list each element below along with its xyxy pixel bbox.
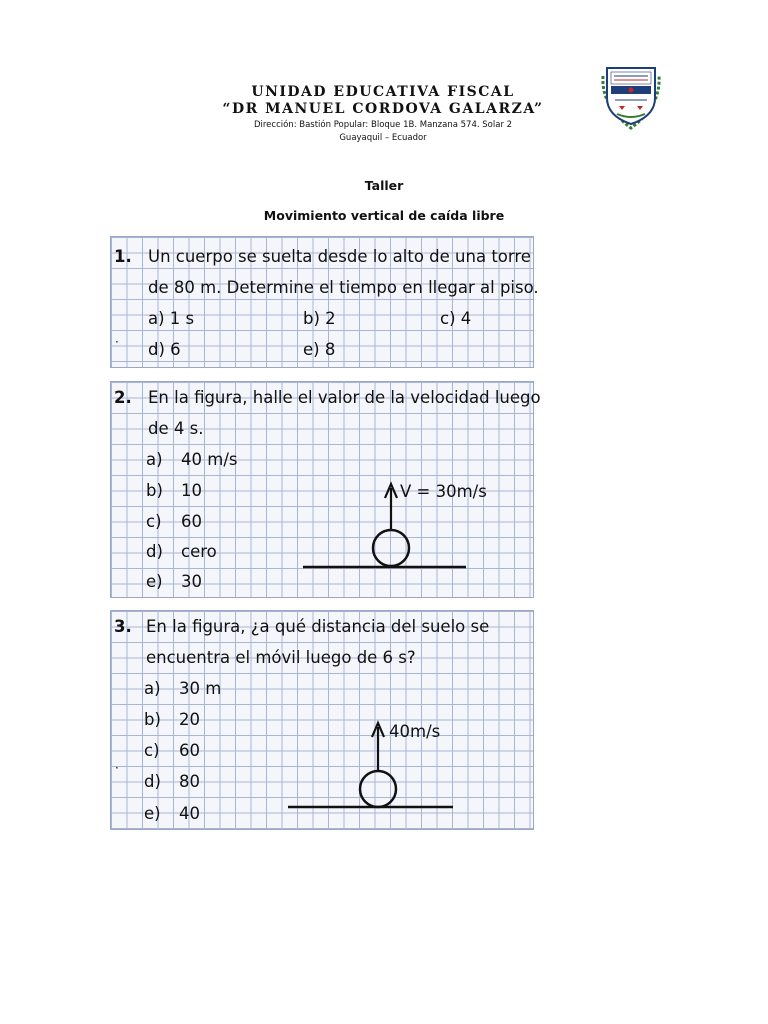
- problem-3-line2: encuentra el móvil luego de 6 s?: [146, 648, 416, 667]
- problem-3-option-a-letter: a): [144, 679, 161, 698]
- problem-3-option-e-value: 40: [179, 804, 200, 823]
- problem-2-option-a-value: 40 m/s: [181, 450, 238, 469]
- problem-1-option-c: c) 4: [440, 309, 472, 328]
- problem-2-option-d-value: cero: [181, 542, 217, 561]
- problem-1-panel: [110, 236, 539, 368]
- ball-circle: [373, 530, 409, 566]
- ball-circle: [360, 771, 396, 807]
- problem-3-panel: [110, 610, 534, 830]
- problem-3-option-c-value: 60: [179, 741, 200, 760]
- problem-3-number: 3.: [114, 617, 132, 636]
- problem-3-option-e-letter: e): [144, 804, 161, 823]
- problem-3-option-d-value: 80: [179, 772, 200, 791]
- problem-2-panel: [110, 381, 541, 598]
- problem-2-option-c-value: 60: [181, 512, 202, 531]
- problem-2-line2: de 4 s.: [148, 419, 204, 438]
- page-title: Taller: [364, 178, 404, 193]
- problem-3-line1: En la figura, ¿a qué distancia del suelo se: [146, 617, 490, 636]
- problem-1-number: 1.: [114, 247, 132, 266]
- school-name-line1: UNIDAD EDUCATIVA FISCAL: [251, 84, 515, 100]
- problem-2-option-a-letter: a): [146, 450, 163, 469]
- stray-dot: ·: [115, 335, 119, 349]
- problem-3-option-c-letter: c): [144, 741, 160, 760]
- problem-1-option-b: b) 2: [303, 309, 336, 328]
- problem-3-option-b-value: 20: [179, 710, 200, 729]
- problem-2-option-d-letter: d): [146, 542, 163, 561]
- problem-1-option-d: d) 6: [148, 340, 181, 359]
- page-subtitle: Movimiento vertical de caída libre: [263, 208, 505, 223]
- problem-3-option-a-value: 30 m: [179, 679, 222, 698]
- problem-2-velocity-label: V = 30m/s: [400, 482, 487, 501]
- address-line2: Guayaquil – Ecuador: [339, 133, 427, 143]
- problem-1-line2: de 80 m. Determine el tiempo en llegar al piso.: [148, 278, 539, 297]
- problem-2-line1: En la figura, halle el valor de la velocidad luego: [148, 388, 541, 407]
- problem-2-option-b-value: 10: [181, 481, 202, 500]
- address-line1: Dirección: Bastión Popular: Bloque 1B. Manzana 574. Solar 2: [253, 120, 513, 130]
- school-name-line2: “DR MANUEL CORDOVA GALARZA”: [222, 101, 544, 117]
- problem-2-number: 2.: [114, 388, 132, 407]
- problem-1-option-a: a) 1 s: [148, 309, 195, 328]
- problem-2-option-e-letter: e): [146, 572, 163, 591]
- problem-2-option-e-value: 30: [181, 572, 202, 591]
- problem-3-option-d-letter: d): [144, 772, 161, 791]
- school-crest-icon: [595, 60, 667, 132]
- problem-2-option-c-letter: c): [146, 512, 162, 531]
- problem-3-velocity-label: 40m/s: [389, 722, 441, 741]
- stray-dot: ·: [115, 761, 119, 775]
- problem-3-figure: [111, 611, 533, 829]
- problem-2-option-b-letter: b): [146, 481, 163, 500]
- problem-1-line1: Un cuerpo se suelta desde lo alto de una torre: [148, 247, 531, 266]
- school-header: [180, 84, 586, 144]
- problem-3-option-b-letter: b): [144, 710, 161, 729]
- problem-1-option-e: e) 8: [303, 340, 336, 359]
